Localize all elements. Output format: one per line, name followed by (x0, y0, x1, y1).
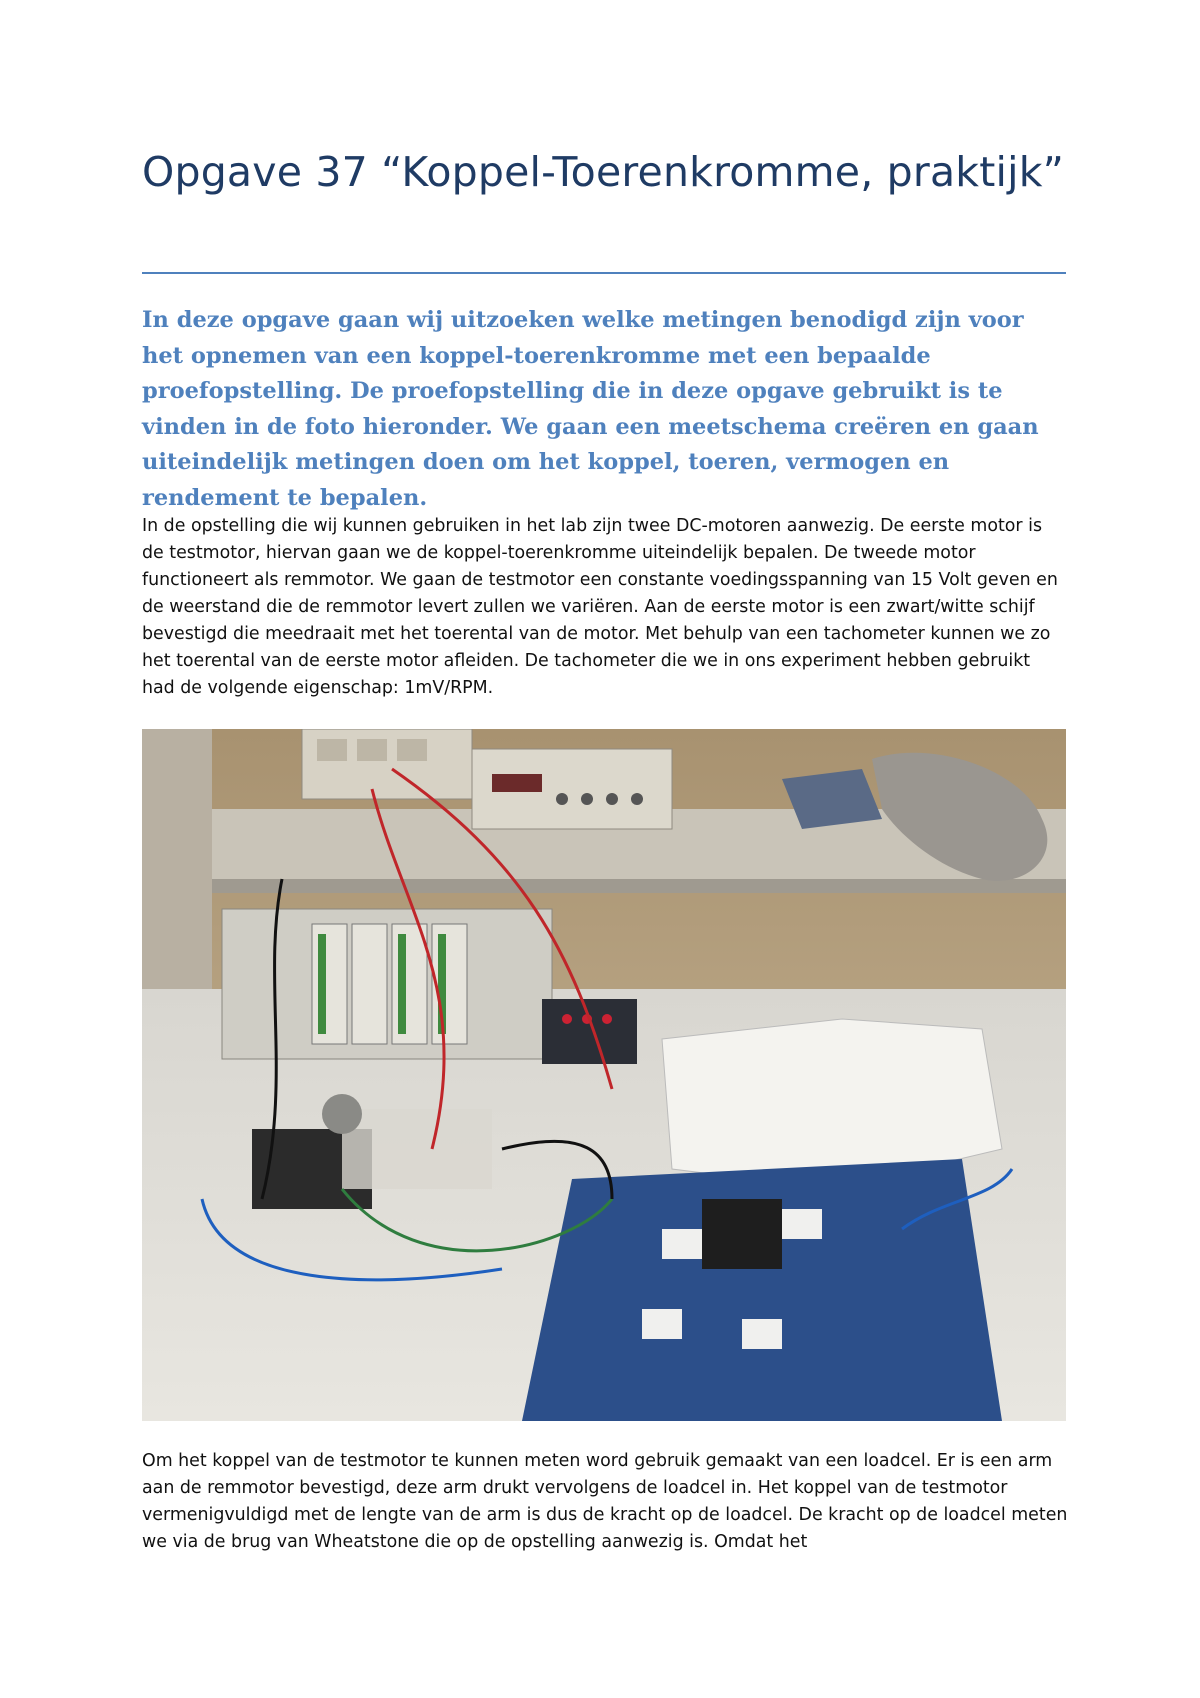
intro-paragraph: In deze opgave gaan wij uitzoeken welke metingen benodigd zijn voor het opnemen van een koppel-toerenkromme met een bepaalde proefopstelling. De proefopstelling die in deze opgave gebruikt is te vinden in de foto hieronder. We gaan een meetschema creëren en gaan uiteindelijk metingen doen om het koppel, toeren, vermogen en rendement te bepalen. (142, 307, 1039, 511)
document-title: Opgave 37 “Koppel-Toerenkromme, praktijk” (142, 148, 1065, 196)
lab-setup-photo (142, 729, 1066, 1421)
body-paragraph-2: Om het koppel van de testmotor te kunnen meten word gebruik gemaakt van een loadcel. Er is een arm aan de remmotor bevestigd, deze arm drukt vervolgens de loadcel in. Het koppel van de testmotor vermenigvuldigd met de lengte van de arm is dus de kracht op de loadcel. De kracht op de loadcel meten we via de brug van Wheatstone die op de opstelling aanwezig is. Omdat het (142, 1451, 1068, 1552)
title-underline (142, 272, 1066, 274)
body-paragraph-1: In de opstelling die wij kunnen gebruiken in het lab zijn twee DC-motoren aanwezig. De eerste motor is de testmotor, hiervan gaan we de koppel-toerenkromme uiteindelijk bepalen. De tweede motor functioneert als remmotor. We gaan de testmotor een constante voedingsspanning van 15 Volt geven en de weerstand die de remmotor levert zullen we variëren. Aan de eerste motor is een zwart/witte schijf bevestigd die meedraait met het toerental van de motor. Met behulp van een tachometer kunnen we zo het toerental van de eerste motor afleiden. De tachometer die we in ons experiment hebben gebruikt had de volgende eigenschap: 1mV/RPM. (142, 516, 1058, 698)
